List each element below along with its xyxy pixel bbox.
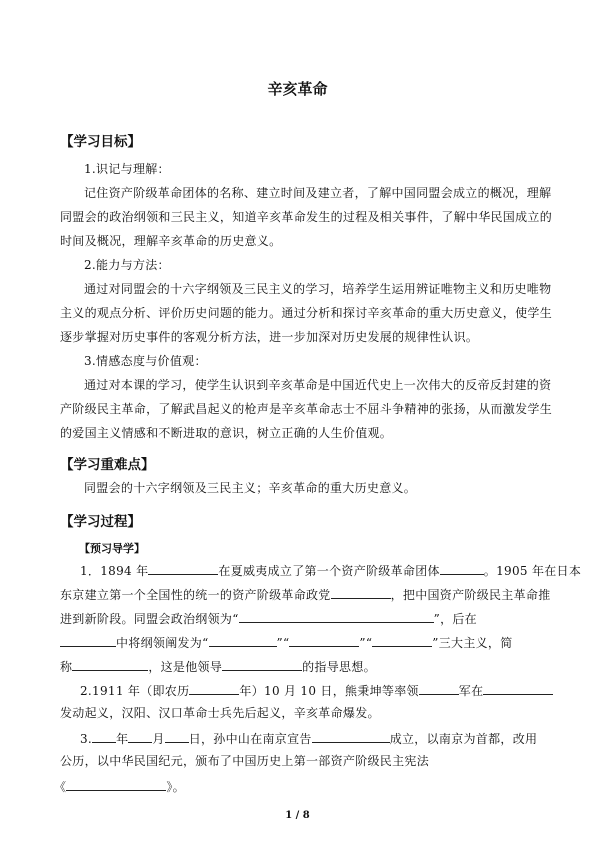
fill-blank[interactable] [331,587,391,599]
goal-text-line: 的爱国主义情感和不断进取的意识，树立正确的人生价值观。 [60,426,393,440]
fill-blank[interactable] [483,683,553,695]
fill-blank[interactable] [222,659,302,671]
question-1-line: 进到新阶段。同盟会政治纲领为“ ”，后在 [60,612,477,626]
question-1-line: 称 ，这是他领导 的指导思想。 [60,660,376,674]
question-3-line: 《 》。 [54,780,185,794]
question-1-line: 中将纲领阐发为“ ”“ ”“ ”三大主义，简 [60,635,540,649]
page-number: 1 / 8 [285,810,310,821]
fill-blank[interactable] [372,635,432,647]
fill-blank[interactable] [66,779,166,791]
goal-heading-1: 1.识记与理解： [84,162,170,176]
fill-blank[interactable] [148,563,218,575]
fill-blank[interactable] [289,635,359,647]
goal-text-line: 主义的观点分析、评价历史问题的能力。通过分析和探讨辛亥革命的重大历史意义，使学生 [60,306,553,320]
goal-text-line: 通过对本课的学习，使学生认识到辛亥革命是中国近代史上一次伟大的反帝反封建的资 [84,378,552,392]
goal-text-line: 产阶级民主革命，了解武昌起义的枪声是辛亥革命志士不屈斗争精神的张扬，从而激发学生 [60,402,553,416]
goal-text-line: 同盟会的政治纲领和三民主义，知道辛亥革命发生的过程及相关事件，了解中华民国成立的 [60,210,553,224]
fill-blank[interactable] [440,563,484,575]
goal-text-line: 记住资产阶级革命团体的名称、建立时间及建立者，了解中国同盟会成立的概况，理解 [84,186,552,200]
section-heading-key-points: 【学习重难点】 [60,457,155,473]
question-3-line: 公历，以中华民国纪元，颁布了中国历史上第一部资产阶级民主宪法 [60,754,430,768]
preview-heading: 【预习导学】 [79,542,145,555]
question-3-line: 3. 年 月 日，孙中山在南京宣告 成立，以南京为首都，改用 [80,732,538,746]
question-2-line: 发动起义，汉阳、汉口革命士兵先后起义，辛亥革命爆发。 [60,706,380,720]
question-1-line: 1．1894 年 在夏威夷成立了第一个资产阶级革命团体 。1905 年在日本 [80,564,582,578]
goal-heading-2: 2.能力与方法： [84,258,170,272]
section-heading-goals: 【学习目标】 [60,134,141,150]
fill-blank[interactable] [165,731,189,743]
question-2-line: 2.1911 年（即农历 年）10 月 10 日，熊秉坤等率领 军在 [60,683,540,697]
fill-blank[interactable] [128,731,152,743]
fill-blank[interactable] [312,731,390,743]
fill-blank[interactable] [189,683,239,695]
key-points-text: 同盟会的十六字纲领及三民主义；辛亥革命的重大历史意义。 [84,481,417,495]
question-1-line: 东京建立第一个全国性的统一的资产阶级革命政党 ，把中国资产阶级民主革命推 [60,588,551,602]
goal-text-line: 时间及概况，理解辛亥革命的历史意义。 [60,234,282,248]
goal-text-line: 逐步掌握对历史事件的客观分析方法，进一步加深对历史发展的规律性认识。 [60,330,479,344]
goal-heading-3: 3.情感态度与价值观： [84,354,207,368]
fill-blank[interactable] [60,635,116,647]
fill-blank[interactable] [239,611,434,623]
page-title: 辛亥革命 [267,80,328,98]
fill-blank[interactable] [72,659,148,671]
fill-blank[interactable] [209,635,277,647]
section-heading-process: 【学习过程】 [60,514,141,530]
fill-blank[interactable] [92,731,116,743]
fill-blank[interactable] [419,683,459,695]
goal-text-line: 通过对同盟会的十六字纲领及三民主义的学习，培养学生运用辨证唯物主义和历史唯物 [84,282,552,296]
